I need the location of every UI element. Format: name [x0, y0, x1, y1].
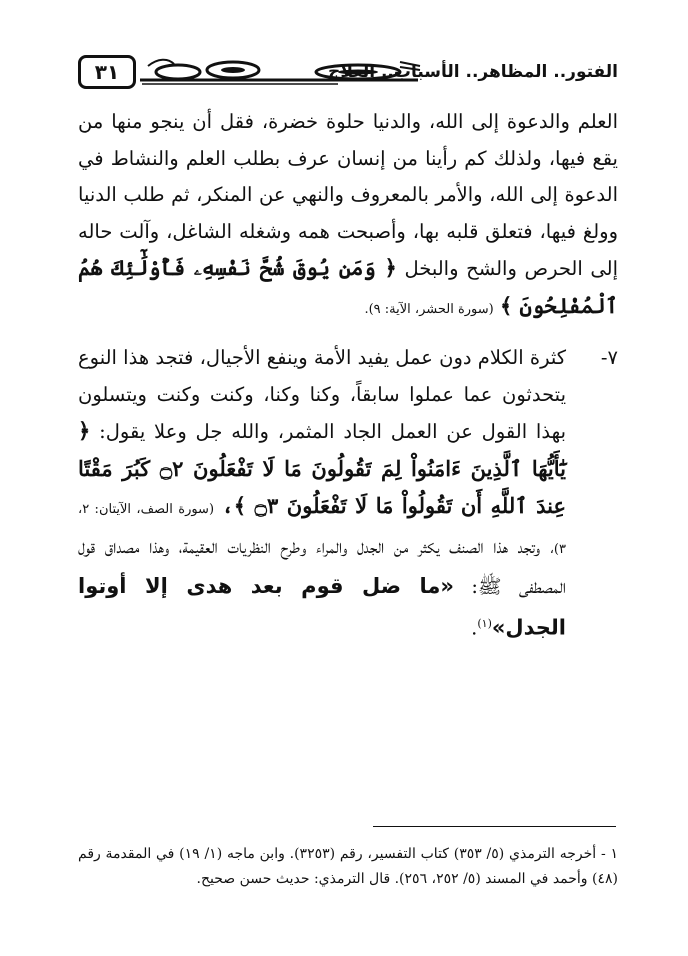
quran-verse: ﴿ وَمَن يُوقَ شُحَّ نَفْسِهِۦ فَأُوْلَٰٓئِكَ هُمُ ٱلْمُفْلِحُونَ ﴾ — [78, 255, 618, 318]
paragraph-1 — [78, 104, 618, 328]
page-header — [78, 52, 618, 96]
paragraph-1-text: العلم والدعوة إلى الله، والدنيا حلوة خضرة، فقل أن ينجو منها من يقع فيها، ولذلك كم رأينا من إنسان عرف بطلب العلم والنشاط في الدعوة إلى الله، والأمر بالمعروف والنهي عن المنكر، ثم طلب الدنيا وولغ فيها، فتعلق قلبه بها، وأصبحت همه وشغله الشاغل، وآلت حاله إلى الحرص والشح والبخل — [78, 110, 619, 280]
item-number: ٧- — [600, 346, 618, 369]
quran-verse: ﴿ يَٰٓأَيُّهَا ٱلَّذِينَ ءَامَنُواْ لِمَ تَقُولُونَ مَا لَا تَفْعَلُونَ ۝٢ كَبُرَ مَقْتًا عِندَ ٱللَّهِ أَن تَقُولُواْ مَا لَا تَفْعَلُونَ ۝٣ ﴾، — [78, 418, 567, 518]
verse-reference: (سورة الصف، الآيتان: ٢، ٣)، — [78, 502, 566, 557]
end-period: . — [471, 616, 478, 639]
paragraph-7-text: كثرة الكلام دون عمل يفيد الأمة وينفع الأجيال، فتجد هذا النوع يتحدثون عما عملوا سابقاً، وكنا وكنا، وكنت وكنت ويتسلون بهذا القول عن العمل الجاد المثمر، والله جل وعلا يقول: — [78, 346, 567, 443]
main-text — [78, 104, 618, 647]
page-number: ٣١ — [78, 55, 136, 89]
running-title: الفتور.. المظاهر.. الأسباب.. العلاج — [328, 62, 618, 82]
verse-reference: (سورة الحشر، الآية: ٩). — [364, 301, 494, 317]
hadith-quote: «ما ضل قوم بعد هدى إلا أوتوا الجدل» — [78, 574, 566, 639]
paragraph-7 — [78, 340, 618, 647]
paragraph-7-continuation: وتجد هذا الصنف يكثر من الجدل والمراء وطرح النظريات العقيمة، وهذا مصداق قول المصطفى ﷺ: — [78, 534, 567, 598]
footnote-separator — [373, 826, 616, 827]
footnote-marker: (١) — [477, 616, 492, 630]
footnote: ١ - أخرجه الترمذي (٥/ ٣٥٣) كتاب التفسير، رقم (٣٢٥٣). وابن ماجه (١/ ١٩) في المقدمة رقم (٤٨) وأحمد في المسند (٥/ ٢٥٢، ٢٥٦). قال الترمذي: حديث حسن صحيح. — [78, 846, 618, 887]
